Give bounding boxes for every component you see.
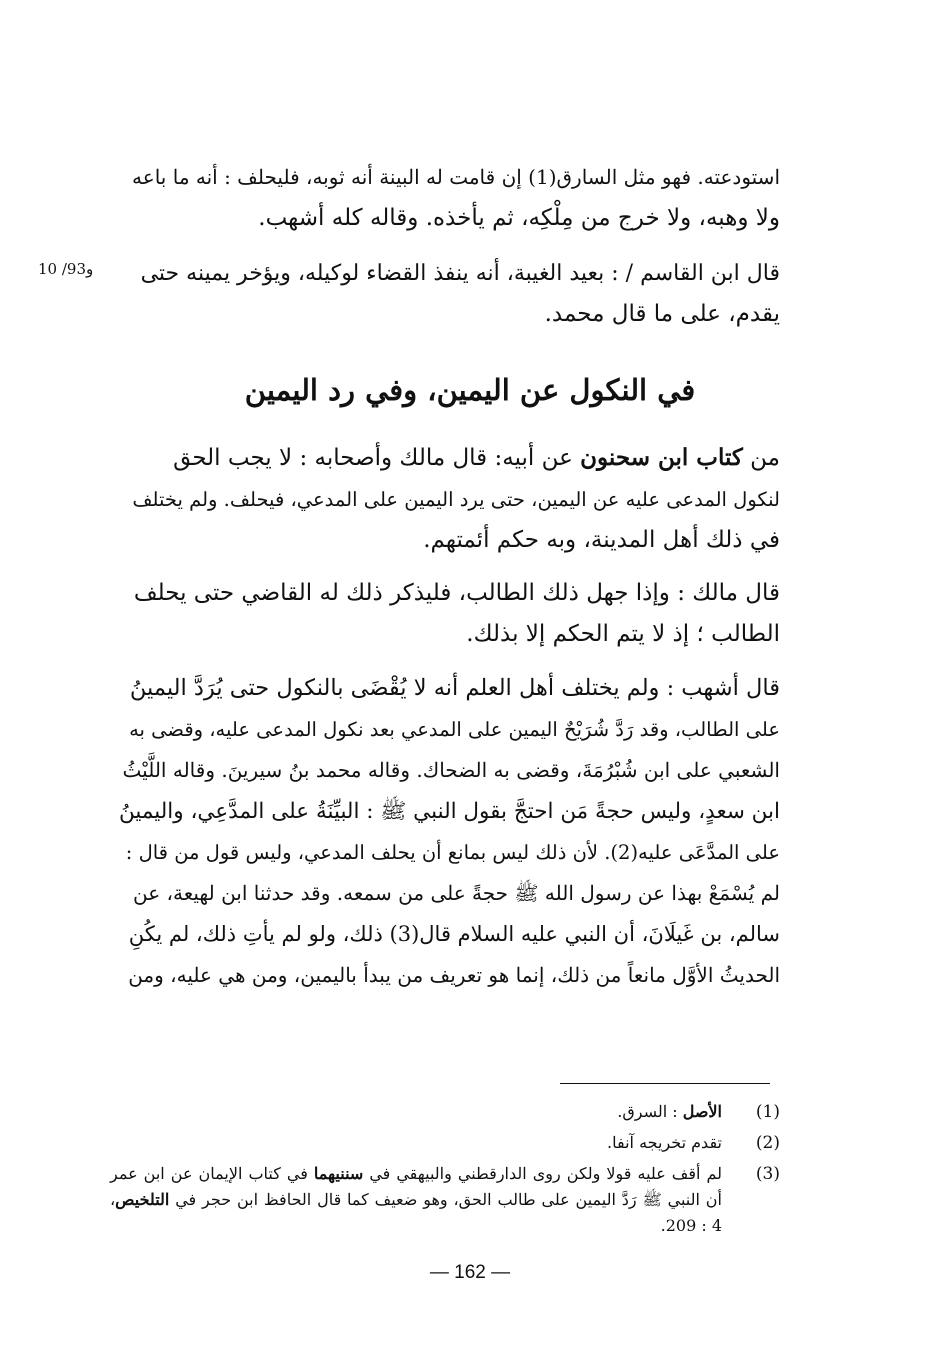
paragraph-1 [118,157,780,239]
footnote-number: (1) [755,1102,780,1122]
footnote-number: (3) [755,1164,780,1184]
paragraph-3 [118,437,780,561]
manuscript-folio-reference: 10 /93و [38,260,94,278]
lead-rest: عن أبيه: قال مالك وأصحابه : لا يجب الحق [173,445,581,471]
footnote-1 [0,1099,940,1125]
page-number: — 162 — [429,1262,511,1283]
footnote-3 [0,1161,940,1235]
paragraph-4 [118,573,780,655]
text-line [118,437,780,479]
text-line: ابن سعدٍ، وليس حجةً مَن احتجَّ بقول النبي ﷺ : البيِّنَةُ على المدَّعِي، واليمينُ [118,799,780,824]
paragraph-5 [118,668,780,996]
text-line: يقدم، على ما قال محمد. [544,301,780,327]
paragraph-2 [138,253,780,335]
text-line: على الطالب، وقد رَدَّ شُرَيْحٌ اليمين على المدعي بعد نكول المدعى عليه، وقضى به [129,718,780,741]
footnote-text: الأصل : السرق. [617,1102,722,1121]
source-book-title: كتاب ابن سحنون [580,444,743,471]
text-line: في ذلك أهل المدينة، وبه حكم أئمتهم. [423,527,780,553]
text-line: الشعبي على ابن شُبْرُمَةَ، وقضى به الضحاك. وقاله محمد بنُ سيرينَ. وقاله اللَّيْثُ [122,758,780,782]
footnote-label: الأصل [682,1102,722,1121]
section-heading: في النكول عن اليمين، وفي رد اليمين [244,373,696,407]
text-line: قال ابن القاسم / : بعيد الغيبة، أنه ينفذ القضاء لوكيله، ويؤخر يمينه حتى [140,261,780,286]
footnote-number: (2) [755,1133,780,1153]
footnote-separator [560,1083,770,1084]
footnote-text: لم أقف عليه قولا ولكن روى الدارقطني والبيهقي في سننيهما في كتاب الإيمان عن ابن عمر أن النبي ﷺ رَدَّ اليمين على طالب الحق، وهو ضعيف كما قال الحافظ ابن حجر في التلخيص، 4 : 209. [110,1164,722,1235]
text-line: سالم، بن غَيلَانَ، أن النبي عليه السلام قال(3) ذلك، ولو لم يأتِ ذلك، لم يكُنِ [128,922,780,946]
lead-prefix: من [742,445,780,471]
text-line: لنكول المدعى عليه عن اليمين، حتى يرد اليمين على المدعي، فيحلف. ولم يختلف [132,488,780,511]
text-line: استودعته. فهو مثل السارق(1) إن قامت له البينة أنه ثوبه، فليحلف : أنه ما باعه [132,165,780,189]
text-line: قال مالك : وإذا جهل ذلك الطالب، فليذكر ذلك له القاضي حتى يحلف [133,580,780,606]
footnote-text: تقدم تخريجه آنفا. [607,1133,722,1152]
text-line: الطالب ؛ إذ لا يتم الحكم إلا بذلك. [466,621,780,647]
text-line: الحديثُ الأوَّل مانعاً من ذلك، إنما هو تعريف من يبدأ باليمين، ومن هي عليه، ومن [128,963,780,987]
text-line: ولا وهبه، ولا خرج من مِلْكِه، ثم يأخذه. وقاله كله أشهب. [258,205,780,231]
footnote-2 [0,1130,940,1156]
text-line: قال أشهب : ولم يختلف أهل العلم أنه لا يُقْضَى بالنكول حتى يُرَدَّ اليمينُ [129,675,780,701]
text-line: لم يُسْمَعْ بهذا عن رسول الله ﷺ حجةً على من سمعه. وقد حدثنا ابن لهيعة، عن [133,881,780,905]
text-line: على المدَّعَى عليه(2). لأن ذلك ليس بمانع أن يحلف المدعي، وليس قول من قال : [125,841,780,864]
